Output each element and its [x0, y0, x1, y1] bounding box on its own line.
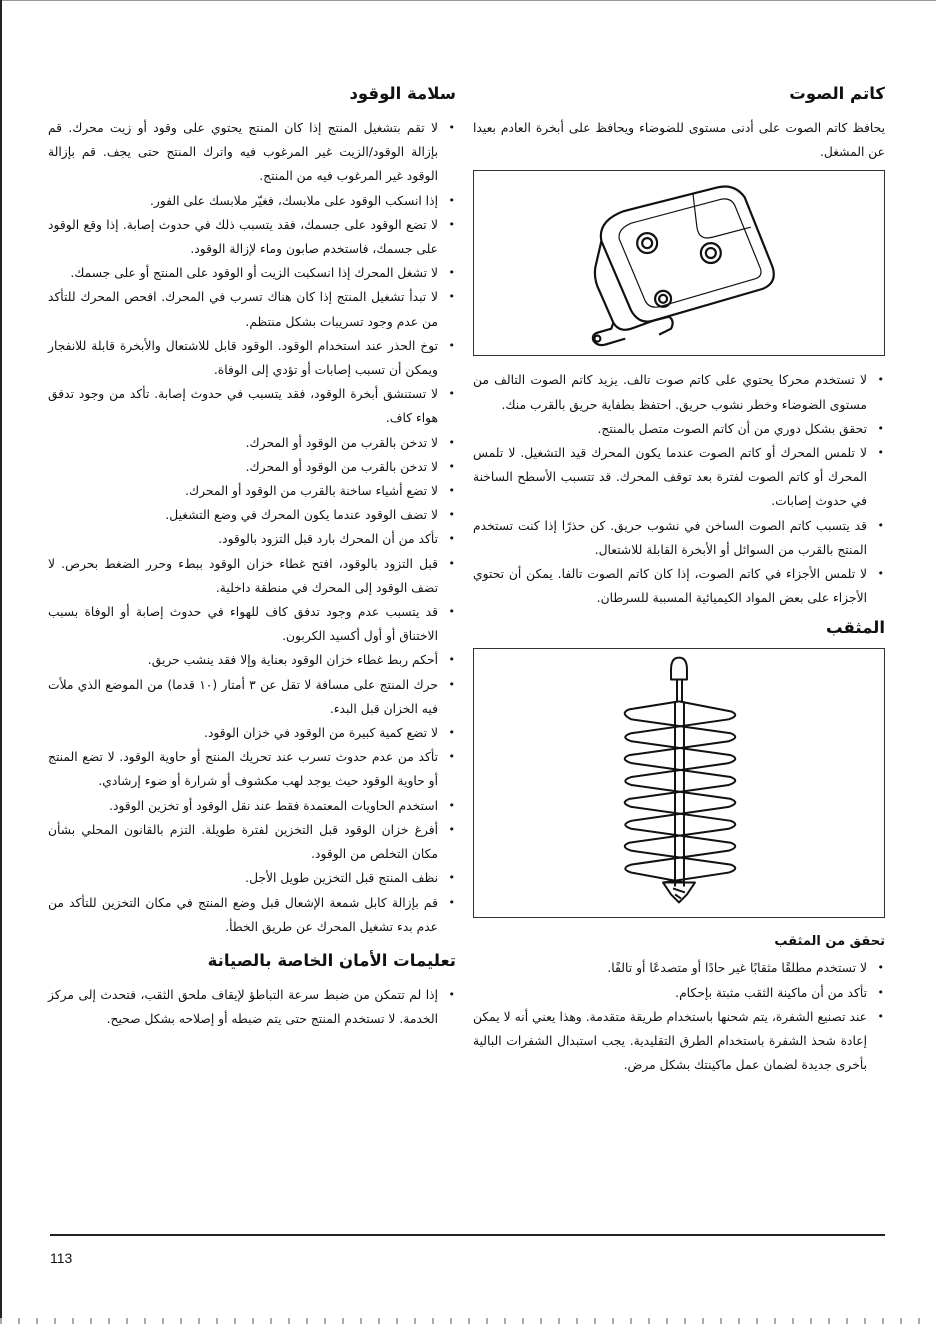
- bullet-text: لا تدخن بالقرب من الوقود أو المحرك.: [245, 459, 438, 474]
- bullet-text: تأكد من أن ماكينة الثقب مثبتة بإحكام.: [675, 985, 867, 1000]
- bullet-text: لا تستخدم محركا يحتوي على كاتم صوت تالف. يزيد كاتم الصوت التالف من مستوى الضوضاء وخطر نشوب حريق. احتفظ بطفاية حريق بالقرب منك.: [473, 373, 867, 412]
- bullet-text: لا تضف الوقود عندما يكون المحرك في وضع التشغيل.: [165, 508, 438, 523]
- bullet-glyph: •: [877, 421, 884, 435]
- bullet-text: لا تستخدم مطلقًا مثقابًا غير حادًا أو متصدعًا أو تالفًا.: [607, 961, 867, 976]
- left-column: [48, 80, 456, 1031]
- bullet-glyph: •: [448, 121, 455, 134]
- list-item: [48, 503, 456, 527]
- bullet-text: إذا لم تتمكن من ضبط سرعة التباطؤ لإيقاف ملحق الثقب، فتحدث إلى مركز الخدمة. لا تستخدم المنتج حتى يتم ضبطه أو إصلاحه بشكل صحيح.: [48, 987, 438, 1027]
- bullet-glyph: •: [448, 726, 455, 740]
- bullet-glyph: •: [448, 822, 455, 836]
- bullet-glyph: •: [877, 985, 884, 999]
- bullet-glyph: •: [448, 484, 455, 498]
- list-item: [48, 213, 456, 261]
- bullet-text: تأكد من أن المحرك بارد قبل التزود بالوقود.: [218, 532, 438, 547]
- bullet-glyph: •: [448, 556, 455, 570]
- list-item: [473, 1005, 885, 1078]
- auger-check-heading: تحقق من المثقب: [774, 934, 885, 950]
- bullet-glyph: •: [448, 532, 455, 546]
- muffler-illustration: [473, 170, 885, 356]
- bullet-glyph: •: [877, 518, 884, 532]
- bullet-text: قد يتسبب عدم وجود تدفق كاف للهواء في حدوث إصابة أو الوفاة بسبب الاختناق أو أول أكسيد الكربون.: [48, 605, 438, 644]
- bullet-text: تحقق بشكل دوري من أن كاتم الصوت متصل بالمنتج.: [597, 421, 867, 436]
- bullet-glyph: •: [448, 193, 455, 207]
- list-item: [48, 818, 456, 866]
- bullet-text: لا تستنشق أبخرة الوقود، فقد يتسبب في حدوث إصابة. تأكد من وجود تدفق هواء كاف.: [48, 387, 438, 426]
- right-column: [473, 80, 885, 1077]
- bullet-glyph: •: [448, 798, 455, 812]
- auger-drawing: [474, 649, 884, 917]
- bullet-text: توخ الحذر عند استخدام الوقود. الوقود قابل للاشتعال والأبخرة قابلة للانفجار ويمكن أن تسبب إصابات أو تؤدي إلى الوفاة.: [48, 338, 438, 378]
- list-item: [48, 334, 456, 382]
- bullet-glyph: •: [448, 290, 455, 304]
- bullet-text: استخدم الحاويات المعتمدة فقط عند نقل الوقود أو تخزين الوقود.: [109, 798, 438, 813]
- bullet-glyph: •: [448, 266, 455, 280]
- list-item: [48, 673, 456, 721]
- list-item: [48, 552, 456, 600]
- bullet-glyph: •: [448, 435, 455, 449]
- bullet-text: قد يتسبب كاتم الصوت الساخن في نشوب حريق. كن حذرًا إذا كنت تستخدم المنتج بالقرب من السوائل أو الأبخرة القابلة للاشتعال.: [473, 518, 867, 557]
- bullet-glyph: •: [877, 1009, 884, 1023]
- list-item: [48, 527, 456, 551]
- bullet-text: أفرغ خزان الوقود قبل التخزين لفترة طويلة. التزم بالقانون المحلي بشأن مكان التخلص من الوقود.: [48, 822, 438, 862]
- list-item: [473, 956, 885, 980]
- bullet-glyph: •: [877, 373, 884, 387]
- list-item: [48, 648, 456, 672]
- list-item: [48, 431, 456, 455]
- bullet-glyph: •: [877, 446, 884, 460]
- list-item: [473, 981, 885, 1005]
- bullet-text: قبل التزود بالوقود، افتح غطاء خزان الوقود ببطء وحرر الضغط بحرص. لا تضف الوقود إلى المحرك في منطقة داخلية.: [48, 556, 438, 595]
- bullet-text: لا تبدأ تشغيل المنتج إذا كان هناك تسرب في المحرك. افحص المحرك للتأكد من عدم وجود تسريبات بشكل منتظم.: [48, 290, 438, 329]
- list-item: [48, 116, 456, 189]
- bullet-text: لا تدخن بالقرب من الوقود أو المحرك.: [245, 435, 438, 450]
- fuel-safety-heading: سلامة الوقود: [349, 84, 456, 103]
- list-item: [473, 417, 885, 441]
- bullet-glyph: •: [448, 653, 455, 667]
- list-item: [48, 891, 456, 939]
- list-item: [48, 745, 456, 793]
- list-item: [473, 368, 885, 416]
- bullet-text: نظف المنتج قبل التخزين طويل الأجل.: [245, 871, 438, 886]
- bullet-text: لا تشغل المحرك إذا انسكبت الزيت أو الوقود على المنتج أو على جسمك.: [70, 266, 438, 281]
- bullet-glyph: •: [448, 677, 455, 691]
- list-item: [48, 285, 456, 333]
- list-item: [48, 189, 456, 213]
- bullet-glyph: •: [448, 987, 455, 1001]
- muffler-heading: كاتم الصوت: [789, 84, 885, 103]
- page-border-left: [0, 0, 2, 1324]
- bullet-glyph: •: [448, 871, 455, 885]
- list-item: [48, 866, 456, 890]
- bottom-edge-dots: [0, 1318, 936, 1324]
- list-item: [473, 514, 885, 562]
- auger-bullet-list: [473, 956, 885, 1077]
- auger-illustration: [473, 648, 885, 918]
- bullet-text: لا تلمس المحرك أو كاتم الصوت عندما يكون المحرك قيد التشغيل. لا تلمس المحرك أو كاتم الصوت لفترة بعد توقف المحرك. قد تتسبب الأسطح الساخنة في حدوث إصابات.: [473, 446, 867, 509]
- bullet-glyph: •: [448, 217, 455, 231]
- bullet-text: عند تصنيع الشفرة، يتم شحنها باستخدام طريقة متقدمة. وهذا يعني أنه لا يمكن إعادة شحذ الشفرة باستخدام الطرق التقليدية. يجب استبدال الشفرات البالية بأخرى جديدة لضمان عمل ماكينتك بشكل مرض.: [473, 1009, 867, 1073]
- bullet-text: أحكم ربط غطاء خزان الوقود بعناية وإلا فقد ينشب حريق.: [147, 653, 438, 668]
- bullet-glyph: •: [448, 750, 455, 764]
- bullet-glyph: •: [877, 961, 884, 975]
- list-item: [48, 479, 456, 503]
- footer-rule: [50, 1234, 885, 1236]
- muffler-drawing: [474, 171, 884, 355]
- list-item: [48, 382, 456, 430]
- list-item: [473, 562, 885, 610]
- bullet-glyph: •: [448, 508, 455, 522]
- maintenance-bullet-list: [48, 983, 456, 1031]
- bullet-text: لا تضع الوقود على جسمك، فقد يتسبب ذلك في حدوث إصابة. إذا وقع الوقود على جسمك، فاستخدم صابون وماء لإزالة الوقود.: [48, 217, 438, 257]
- bullet-glyph: •: [448, 338, 455, 352]
- bullet-text: لا تضع كمية كبيرة من الوقود في خزان الوقود.: [204, 726, 438, 741]
- bullet-glyph: •: [877, 567, 884, 581]
- muffler-intro: يحافظ كاتم الصوت على أدنى مستوى للضوضاء ويحافظ على أبخرة العادم بعيدا عن المشغل.: [473, 121, 885, 160]
- fuel-safety-bullet-list: [48, 116, 456, 939]
- page-border-top: [0, 0, 936, 1]
- list-item: [48, 983, 456, 1031]
- list-item: [48, 261, 456, 285]
- auger-heading: المثقب: [826, 618, 885, 638]
- bullet-text: لا تضع أشياء ساخنة بالقرب من الوقود أو المحرك.: [185, 484, 438, 499]
- bullet-text: تأكد من عدم حدوث تسرب عند تحريك المنتج أو حاوية الوقود. لا تضع المنتج أو حاوية الوقود حيث يوجد لهب مكشوف أو شرارة أو ضوء إرشادي.: [48, 750, 438, 789]
- list-item: [48, 794, 456, 818]
- bullet-text: حرك المنتج على مسافة لا تقل عن ٣ أمتار (١٠ قدما) من الموضع الذي ملأت فيه الخزان قبل البدء.: [48, 677, 439, 716]
- list-item: [48, 721, 456, 745]
- bullet-glyph: •: [448, 459, 455, 473]
- list-item: [48, 455, 456, 479]
- bullet-text: لا تلمس الأجزاء في كاتم الصوت، إذا كان كاتم الصوت تالفا. يمكن أن تحتوي الأجزاء على بعض المواد الكيميائية المسببة للسرطان.: [473, 567, 867, 606]
- list-item: [48, 600, 456, 648]
- bullet-text: لا تقم بتشغيل المنتج إذا كان المنتج يحتوي على وقود أو زيت محرك. قم بإزالة الوقود/الزيت غير المرغوب فيه واترك المنتج حتى يجف. قم بإزالة الوقود غير المرغوب فيه من المنتج.: [48, 121, 438, 184]
- bullet-glyph: •: [448, 387, 455, 401]
- bullet-text: إذا انسكب الوقود على ملابسك، فغيّر ملابسك على الفور.: [149, 193, 438, 208]
- page-number: 113: [50, 1250, 73, 1266]
- bullet-glyph: •: [448, 605, 455, 619]
- maintenance-heading: تعليمات الأمان الخاصة بالصيانة: [207, 950, 456, 970]
- list-item: [473, 441, 885, 514]
- bullet-text: قم بإزالة كابل شمعة الإشعال قبل وضع المنتج في مكان التخزين للتأكد من عدم بدء تشغيل المحرك عن طريق الخطأ.: [48, 895, 438, 934]
- muffler-bullet-list: [473, 368, 885, 610]
- bullet-glyph: •: [448, 895, 455, 909]
